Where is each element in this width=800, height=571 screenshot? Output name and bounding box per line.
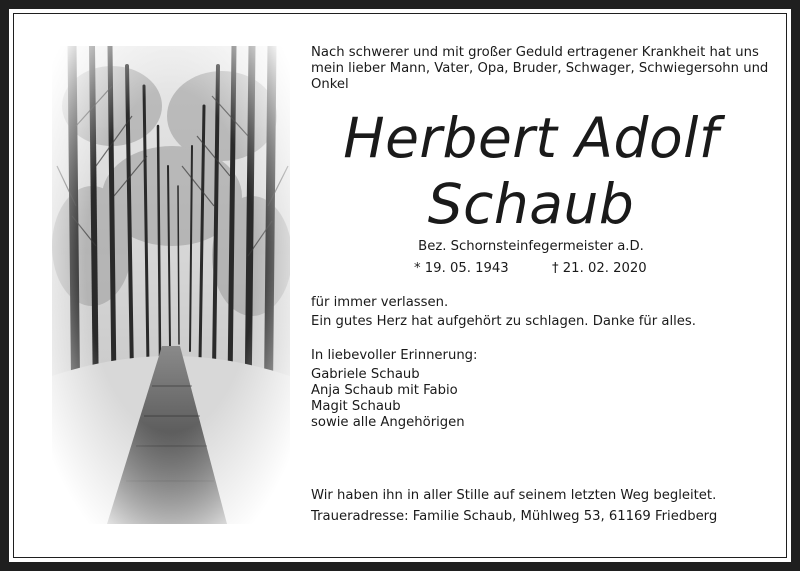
intro-line: Onkel [311, 77, 349, 92]
memory-heading: In liebevoller Erinnerung: [311, 348, 478, 363]
forest-path-photo [52, 46, 290, 524]
mourners-list [311, 367, 465, 431]
intro-text [311, 45, 768, 93]
intro-line: mein lieber Mann, Vater, Opa, Bruder, Schwager, Schwiegersohn und [311, 61, 769, 76]
mourner-name: Gabriele Schaub [311, 367, 420, 382]
mourner-name: Magit Schaub [311, 399, 401, 414]
deceased-name-first: Herbert Adolf [343, 106, 719, 170]
passing-line: für immer verlassen. [311, 295, 449, 310]
closing-text: Wir haben ihn in aller Stille auf seinem letzten Weg begleitet. [311, 488, 717, 503]
mourning-address: Traueradresse: Familie Schaub, Mühlweg 53, 61169 Friedberg [311, 509, 718, 524]
mourner-name: Anja Schaub mit Fabio [311, 383, 458, 398]
passing-line: Ein gutes Herz hat aufgehört zu schlagen. Danke für alles. [311, 314, 696, 329]
intro-line: Nach schwerer und mit großer Geduld ertragener Krankheit hat uns [311, 45, 759, 60]
mourner-name: sowie alle Angehörigen [311, 415, 465, 430]
deceased-name-last: Schaub [427, 172, 635, 236]
occupation-title: Bez. Schornsteinfegermeister a.D. [418, 239, 644, 254]
passing-text [311, 295, 696, 330]
death-date: † 21. 02. 2020 [552, 261, 647, 276]
birth-date: * 19. 05. 1943 [414, 261, 509, 276]
